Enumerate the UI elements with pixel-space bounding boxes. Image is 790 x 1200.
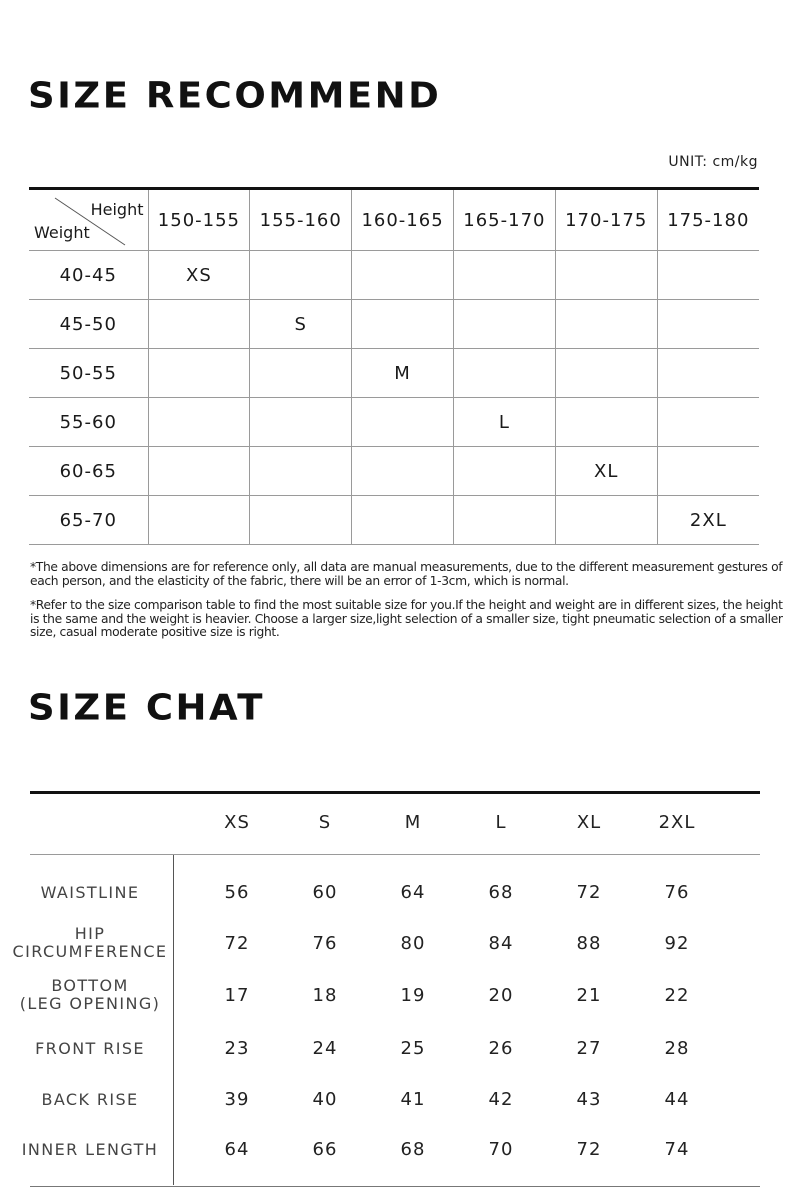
- size-recommend-table: [29, 187, 759, 545]
- chart-bottom-rule: [30, 1186, 760, 1187]
- chart-header-rule: [30, 854, 760, 855]
- measurement-value: 17: [224, 985, 250, 1006]
- recommended-size-cell: [657, 398, 759, 447]
- measurement-value: 25: [400, 1038, 426, 1059]
- recommended-size-cell: [657, 447, 759, 496]
- measurement-value: 28: [664, 1038, 690, 1059]
- recommended-size-cell: L: [453, 398, 555, 447]
- recommended-size-cell: [352, 251, 454, 300]
- measurement-value: 76: [312, 933, 338, 954]
- measurement-label: FRONT RISE: [35, 1039, 145, 1058]
- measurement-value: 23: [224, 1038, 250, 1059]
- recommended-size-cell: [657, 300, 759, 349]
- recommended-size-cell: [352, 300, 454, 349]
- measurement-value: 43: [576, 1089, 602, 1110]
- recommended-size-cell: [555, 251, 657, 300]
- recommended-size-cell: [657, 251, 759, 300]
- size-header-xs: XS: [224, 812, 250, 833]
- measurement-value: 64: [400, 882, 426, 903]
- weight-range-label: 60-65: [29, 447, 148, 496]
- measurement-value: 68: [488, 882, 514, 903]
- measurement-value: 66: [312, 1139, 338, 1160]
- weight-row: [29, 300, 759, 349]
- measurement-value: 44: [664, 1089, 690, 1110]
- measurement-value: 19: [400, 985, 426, 1006]
- recommended-size-cell: [148, 349, 250, 398]
- recommended-size-cell: [148, 300, 250, 349]
- corner-weight-label: Weight: [34, 223, 90, 242]
- recommended-size-cell: S: [250, 300, 352, 349]
- size-chart-title: SIZE CHAT: [28, 687, 266, 728]
- measurement-value: 70: [488, 1139, 514, 1160]
- weight-range-label: 50-55: [29, 349, 148, 398]
- size-header-l: L: [495, 812, 507, 833]
- measurement-value: 21: [576, 985, 602, 1006]
- recommended-size-cell: [250, 349, 352, 398]
- recommended-size-cell: [453, 251, 555, 300]
- measurement-value: 74: [664, 1139, 690, 1160]
- size-header-2xl: 2XL: [658, 812, 696, 833]
- unit-label: UNIT: cm/kg: [668, 154, 758, 170]
- measurement-label: WAISTLINE: [40, 883, 140, 902]
- size-header-s: S: [318, 812, 332, 833]
- recommended-size-cell: [250, 447, 352, 496]
- recommended-size-cell: M: [352, 349, 454, 398]
- measurement-value: 60: [312, 882, 338, 903]
- height-range-header: 175-180: [657, 189, 759, 251]
- measurement-value: 18: [312, 985, 338, 1006]
- chart-top-rule: [30, 791, 760, 794]
- recommended-size-cell: [352, 447, 454, 496]
- measurement-value: 26: [488, 1038, 514, 1059]
- chart-label-divider: [173, 855, 174, 1185]
- height-range-header: 170-175: [555, 189, 657, 251]
- measurement-label: BACK RISE: [41, 1090, 139, 1109]
- size-header-m: M: [404, 812, 422, 833]
- measurement-value: 39: [224, 1089, 250, 1110]
- weight-range-label: 40-45: [29, 251, 148, 300]
- measurement-value: 56: [224, 882, 250, 903]
- measurement-value: 92: [664, 933, 690, 954]
- measurement-value: 24: [312, 1038, 338, 1059]
- measurement-value: 76: [664, 882, 690, 903]
- measurement-value: 72: [576, 1139, 602, 1160]
- weight-range-label: 45-50: [29, 300, 148, 349]
- size-header-xl: XL: [576, 812, 602, 833]
- recommended-size-cell: [453, 349, 555, 398]
- recommended-size-cell: [453, 496, 555, 545]
- weight-row: [29, 349, 759, 398]
- recommended-size-cell: [250, 496, 352, 545]
- recommended-size-cell: [148, 447, 250, 496]
- height-range-header: 150-155: [148, 189, 250, 251]
- weight-row: [29, 447, 759, 496]
- corner-height-label: Height: [90, 200, 144, 219]
- corner-cell: [29, 189, 148, 251]
- recommended-size-cell: [352, 496, 454, 545]
- recommended-size-cell: [250, 398, 352, 447]
- measurement-value: 41: [400, 1089, 426, 1110]
- recommended-size-cell: [250, 251, 352, 300]
- recommended-size-cell: [148, 398, 250, 447]
- recommended-size-cell: [453, 447, 555, 496]
- recommended-size-cell: [148, 496, 250, 545]
- recommended-size-cell: [555, 300, 657, 349]
- height-range-header: 165-170: [453, 189, 555, 251]
- weight-range-label: 55-60: [29, 398, 148, 447]
- measurement-value: 88: [576, 933, 602, 954]
- weight-row: [29, 398, 759, 447]
- recommended-size-cell: [657, 349, 759, 398]
- measurement-value: 72: [224, 933, 250, 954]
- height-range-header: 155-160: [250, 189, 352, 251]
- height-header-row: [29, 189, 759, 251]
- measurement-value: 27: [576, 1038, 602, 1059]
- measurement-value: 64: [224, 1139, 250, 1160]
- measurement-value: 84: [488, 933, 514, 954]
- measurement-value: 40: [312, 1089, 338, 1110]
- measurement-label: INNER LENGTH: [21, 1140, 159, 1159]
- measurement-label: BOTTOM (LEG OPENING): [19, 976, 161, 1013]
- recommended-size-cell: XL: [555, 447, 657, 496]
- measurement-value: 42: [488, 1089, 514, 1110]
- size-advice-note: *Refer to the size comparison table to find the most suitable size for you.If the height and weight are in different sizes, the height is the same and the weight is heavier. Choose a larger size,light selection of a smaller size, tight pneumatic selection of a smaller size, casual moderate positive size is right.: [30, 598, 783, 639]
- measurement-value: 72: [576, 882, 602, 903]
- recommended-size-cell: [555, 496, 657, 545]
- measurement-label: HIP CIRCUMFERENCE: [12, 924, 168, 961]
- measurement-value: 22: [664, 985, 690, 1006]
- height-range-header: 160-165: [352, 189, 454, 251]
- weight-range-label: 65-70: [29, 496, 148, 545]
- recommended-size-cell: 2XL: [657, 496, 759, 545]
- disclaimer-note: *The above dimensions are for reference only, all data are manual measurements, due to the different measurement gestures of each person, and the elasticity of the fabric, there will be an error of 1-3cm, which is normal.: [30, 560, 783, 588]
- measurement-value: 80: [400, 933, 426, 954]
- recommended-size-cell: [555, 349, 657, 398]
- recommended-size-cell: [555, 398, 657, 447]
- size-recommend-title: SIZE RECOMMEND: [28, 75, 442, 116]
- recommended-size-cell: [352, 398, 454, 447]
- recommended-size-cell: XS: [148, 251, 250, 300]
- measurement-value: 20: [488, 985, 514, 1006]
- recommended-size-cell: [453, 300, 555, 349]
- weight-row: [29, 251, 759, 300]
- weight-row: [29, 496, 759, 545]
- measurement-value: 68: [400, 1139, 426, 1160]
